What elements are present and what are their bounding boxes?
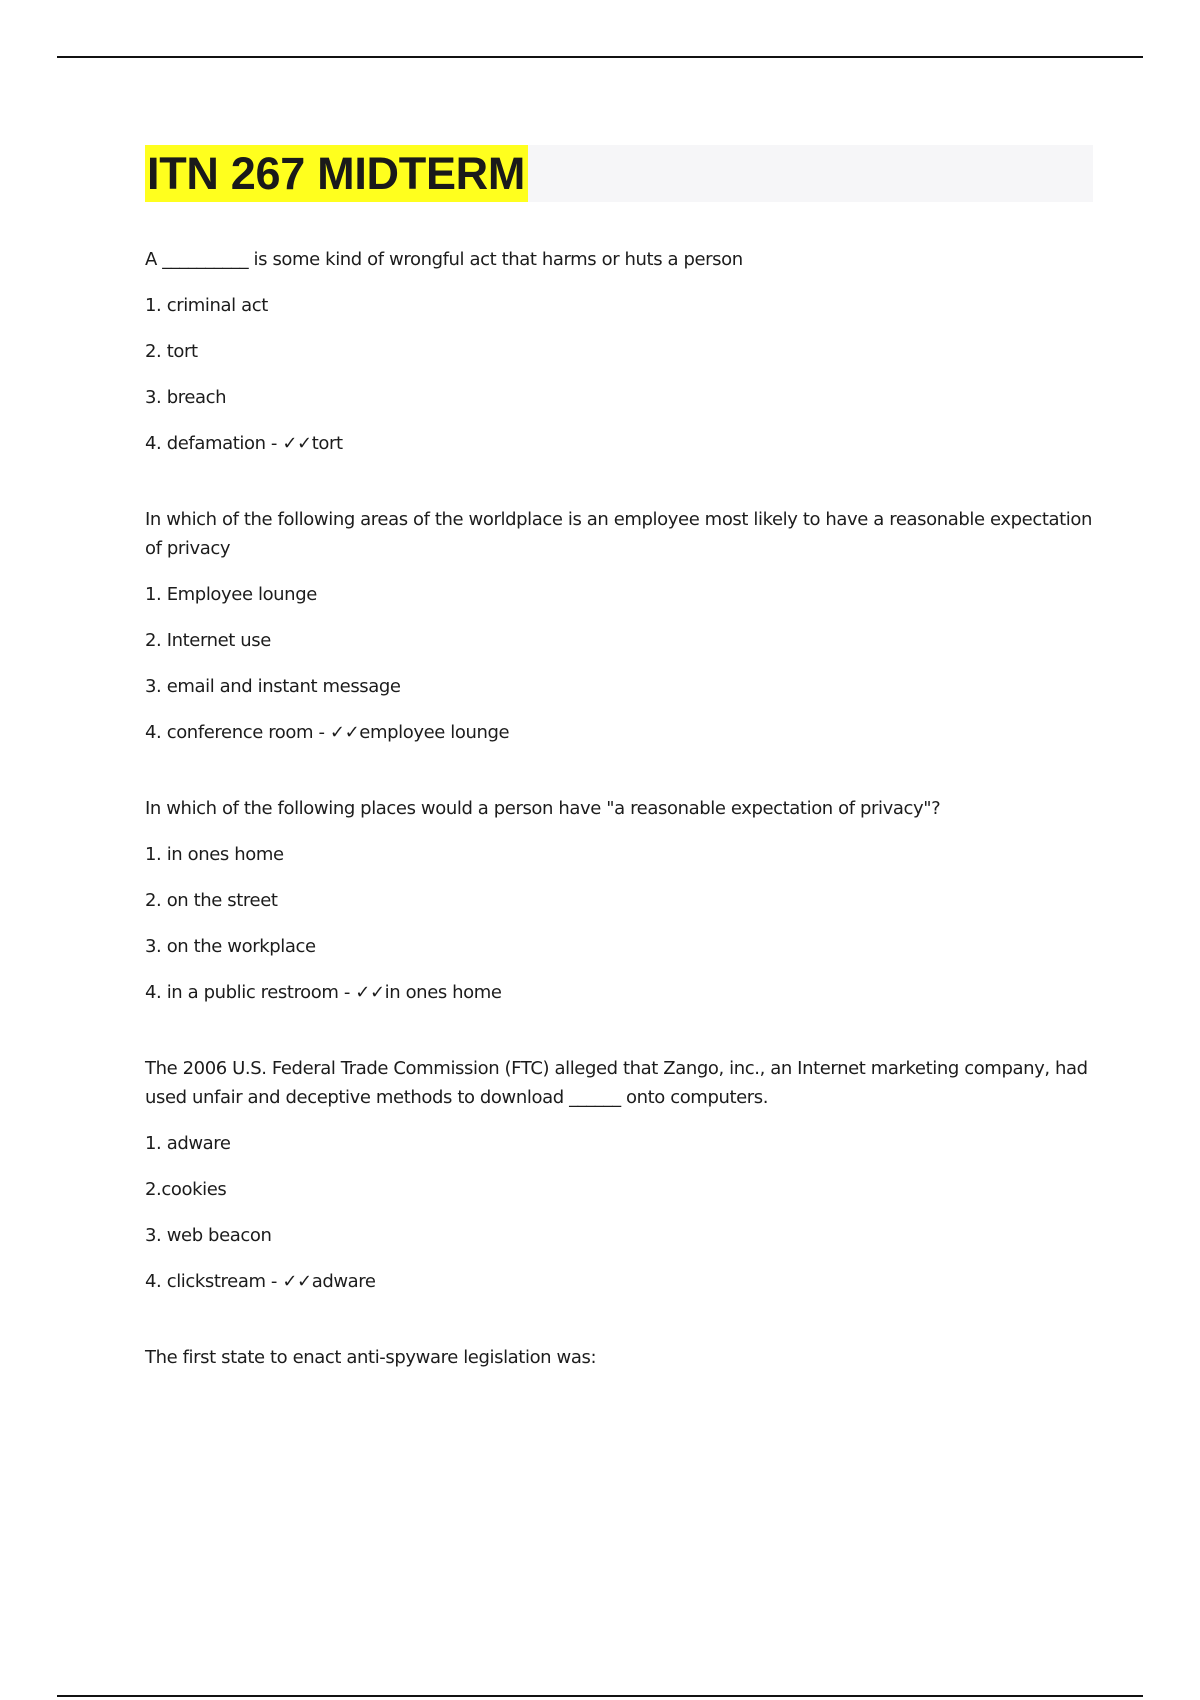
question-text: The first state to enact anti-spyware legislation was: (145, 1347, 597, 1368)
answer-option-with-key: 4. conference room - ✓✓employee lounge (145, 722, 510, 743)
answer-option: 3. on the workplace (145, 936, 316, 957)
answer-option: 1. adware (145, 1133, 231, 1154)
question-text: In which of the following places would a person have "a reasonable expectation of privacy"? (145, 798, 941, 819)
question-block (145, 794, 1095, 1008)
question-block (145, 505, 1095, 748)
question-text: A __________ is some kind of wrongful act that harms or huts a person (145, 249, 743, 270)
top-rule (57, 56, 1143, 58)
answer-option: 2. tort (145, 341, 198, 362)
question-text: In which of the following areas of the worldplace is an employee most likely to have a reasonable expectation of privacy (145, 509, 1092, 559)
answer-option: 1. in ones home (145, 844, 284, 865)
answer-option-with-key: 4. defamation - ✓✓tort (145, 433, 343, 454)
answer-option: 2.cookies (145, 1179, 227, 1200)
answer-option: 1. criminal act (145, 295, 268, 316)
answer-option: 3. web beacon (145, 1225, 272, 1246)
question-block (145, 1054, 1095, 1297)
question-list (145, 245, 1095, 1418)
question-text: The 2006 U.S. Federal Trade Commission (FTC) alleged that Zango, inc., an Internet marketing company, had used unfair and deceptive methods to download ______ onto computers. (145, 1058, 1088, 1108)
answer-option: 3. breach (145, 387, 227, 408)
bottom-rule (57, 1695, 1143, 1697)
answer-option: 2. on the street (145, 890, 278, 911)
answer-option: 2. Internet use (145, 630, 271, 651)
answer-option-with-key: 4. clickstream - ✓✓adware (145, 1271, 376, 1292)
document-title: ITN 267 MIDTERM (145, 145, 528, 202)
question-block (145, 1343, 1095, 1372)
question-block (145, 245, 1095, 459)
answer-option: 3. email and instant message (145, 676, 401, 697)
answer-option: 1. Employee lounge (145, 584, 317, 605)
answer-option-with-key: 4. in a public restroom - ✓✓in ones home (145, 982, 502, 1003)
